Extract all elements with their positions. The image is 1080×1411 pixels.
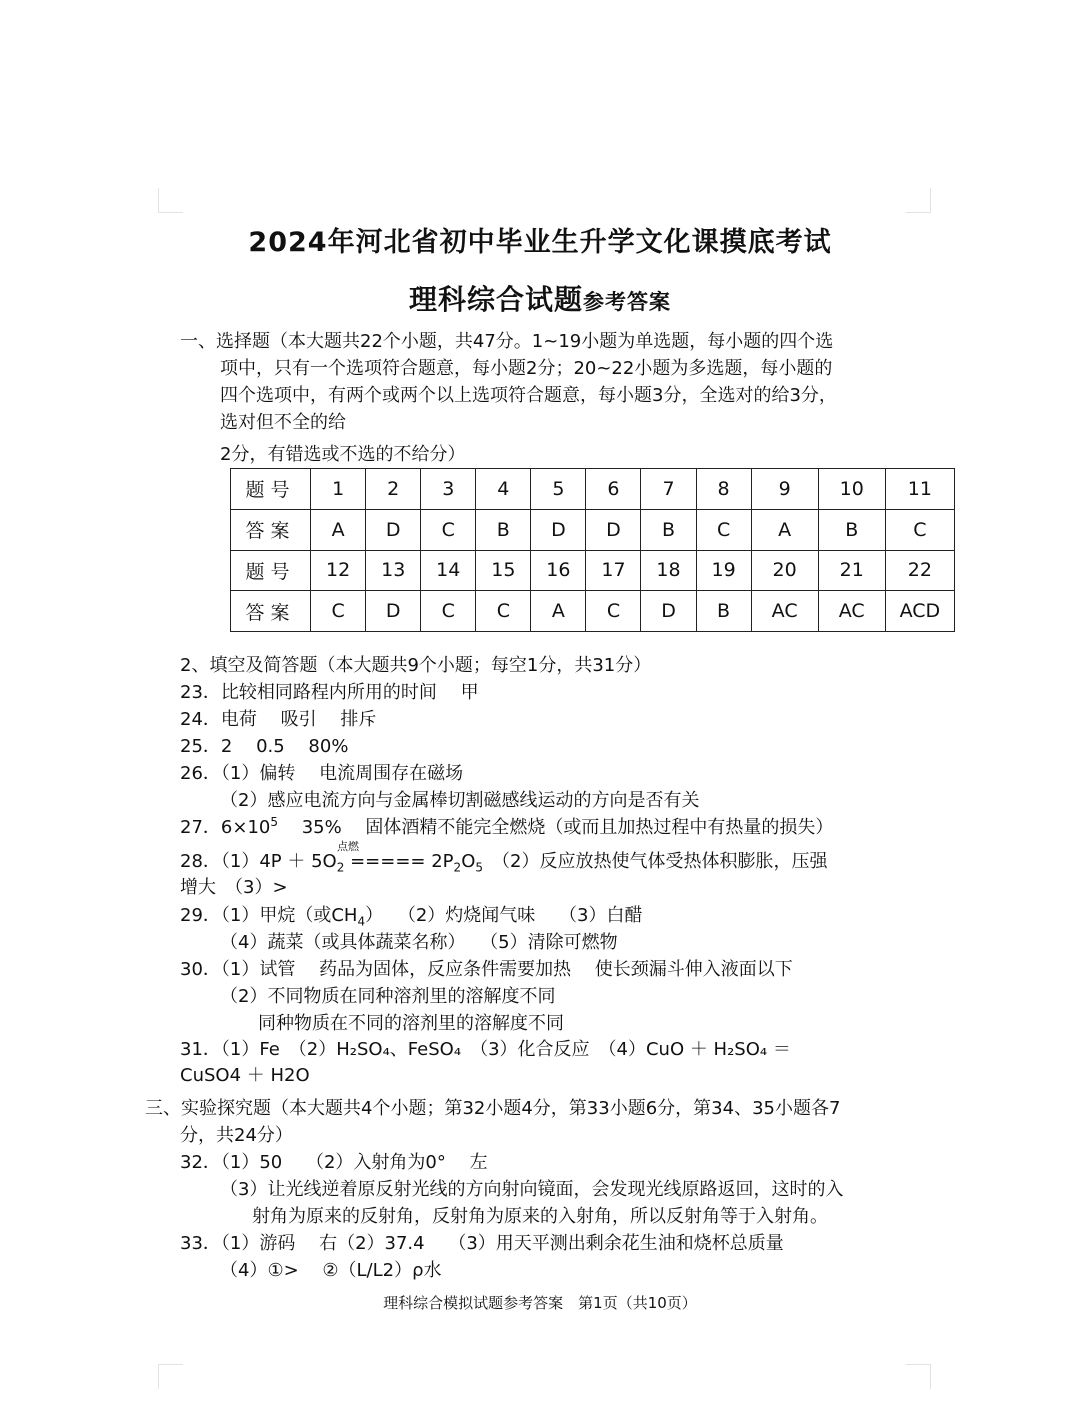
answer-29-b: ） （2）灼烧闻气味 （3）白醋 bbox=[365, 905, 643, 926]
section1-line2: 项中，只有一个选项符合题意，每小题2分；20~22小题为多选题，每小题的 bbox=[220, 358, 833, 379]
section1-line4: 选对但不全的给 bbox=[220, 412, 346, 433]
cell-answer: A bbox=[751, 509, 818, 550]
table-row bbox=[231, 591, 955, 632]
cell-question: 8 bbox=[696, 469, 751, 510]
subscript: 2 bbox=[453, 860, 462, 875]
cell-answer: C bbox=[311, 591, 366, 632]
cell-question: 18 bbox=[641, 550, 696, 591]
answer-33-part2: （4）①> ②（L/L2）ρ水 bbox=[220, 1260, 442, 1281]
cell-answer: AC bbox=[818, 591, 885, 632]
cell-question: 21 bbox=[818, 550, 885, 591]
section1-line5: 2分，有错选或不选的不给分） bbox=[220, 444, 466, 465]
section2-heading: 2、填空及简答题（本大题共9个小题；每空1分，共31分） bbox=[180, 655, 652, 676]
subscript: 5 bbox=[475, 860, 483, 875]
cell-question: 9 bbox=[751, 469, 818, 510]
answer-26-part2: （2）感应电流方向与金属棒切割磁感线运动的方向是否有关 bbox=[220, 790, 700, 811]
cell-question: 22 bbox=[885, 550, 954, 591]
subtitle-main: 理科综合试题 bbox=[408, 283, 583, 316]
cell-answer: B bbox=[696, 591, 751, 632]
cell-question: 4 bbox=[476, 469, 531, 510]
cell-question: 15 bbox=[476, 550, 531, 591]
crop-mark bbox=[906, 188, 931, 213]
answer-28-part2: 增大 （3）> bbox=[180, 877, 288, 898]
cell-answer: B bbox=[818, 509, 885, 550]
answer-30-part2: （2）不同物质在同种溶剂里的溶解度不同 bbox=[220, 986, 556, 1007]
cell-answer: B bbox=[476, 509, 531, 550]
cell-question: 16 bbox=[531, 550, 586, 591]
answer-28-part1 bbox=[180, 850, 827, 874]
page-footer: 理科综合模拟试题参考答案 第1页（共10页） bbox=[383, 1294, 697, 1312]
table-row bbox=[231, 550, 955, 591]
cell-answer: D bbox=[641, 591, 696, 632]
answer-33-part1: 33．（1）游码 右（2）37.4 （3）用天平测出剩余花生油和烧杯总质量 bbox=[180, 1233, 784, 1254]
cell-question: 17 bbox=[586, 550, 641, 591]
subscript: 4 bbox=[357, 914, 366, 929]
cell-answer: A bbox=[311, 509, 366, 550]
cell-question: 5 bbox=[531, 469, 586, 510]
row-header-question: 题号 bbox=[231, 550, 311, 591]
cell-answer: C bbox=[696, 509, 751, 550]
answer-30-part1: 30．（1）试管 药品为固体，反应条件需要加热 使长颈漏斗伸入液面以下 bbox=[180, 959, 793, 980]
answer-32-part1: 32．（1）50 （2）入射角为0° 左 bbox=[180, 1152, 488, 1173]
cell-answer: AC bbox=[751, 591, 818, 632]
table-row bbox=[231, 469, 955, 510]
equation-arrow: ===== 2P bbox=[344, 851, 454, 872]
answer-27-base: 27．6×10 bbox=[180, 817, 271, 838]
cell-answer: D bbox=[586, 509, 641, 550]
crop-mark bbox=[906, 1364, 931, 1389]
answer-28-reason: （2）反应放热使气体受热体积膨胀，压强 bbox=[483, 851, 828, 872]
section3-heading-line1: 三、实验探究题（本大题共4个小题；第32小题4分，第33小题6分，第34、35小题各7 bbox=[145, 1098, 841, 1119]
section1-line3: 四个选项中，有两个或两个以上选项符合题意，每小题3分，全选对的给3分， bbox=[220, 385, 837, 406]
answer-31-part2: CuSO4 ＋ H2O bbox=[180, 1065, 310, 1086]
cell-answer: C bbox=[421, 509, 476, 550]
row-header-question: 题号 bbox=[231, 469, 311, 510]
cell-answer: D bbox=[366, 591, 421, 632]
row-header-answer: 答案 bbox=[231, 591, 311, 632]
answer-27-exponent: 5 bbox=[270, 815, 278, 829]
equation-oxygen: O bbox=[461, 851, 476, 872]
answer-29-a: 29．（1）甲烷（或CH bbox=[180, 905, 358, 926]
answer-32-part2: （3）让光线逆着原反射光线的方向射向镜面，会发现光线原路返回，这时的入 bbox=[220, 1179, 844, 1200]
cell-question: 14 bbox=[421, 550, 476, 591]
cell-question: 12 bbox=[311, 550, 366, 591]
section3-heading-line2: 分，共24分） bbox=[180, 1125, 293, 1146]
cell-question: 1 bbox=[311, 469, 366, 510]
cell-answer: ACD bbox=[885, 591, 954, 632]
cell-question: 19 bbox=[696, 550, 751, 591]
answer-23: 23．比较相同路程内所用的时间 甲 bbox=[180, 682, 479, 703]
cell-question: 7 bbox=[641, 469, 696, 510]
row-header-answer: 答案 bbox=[231, 509, 311, 550]
cell-answer: C bbox=[885, 509, 954, 550]
exam-title: 2024年河北省初中毕业生升学文化课摸底考试 bbox=[248, 227, 832, 258]
cell-answer: B bbox=[641, 509, 696, 550]
cell-question: 20 bbox=[751, 550, 818, 591]
cell-question: 6 bbox=[586, 469, 641, 510]
reaction-condition: 点燃 bbox=[337, 840, 359, 853]
cell-question: 2 bbox=[366, 469, 421, 510]
crop-mark bbox=[158, 1364, 183, 1389]
subscript: 2 bbox=[336, 860, 345, 875]
answer-26-part1: 26．（1）偏转 电流周围存在磁场 bbox=[180, 763, 464, 784]
answer-27 bbox=[180, 816, 833, 840]
answer-29-part2: （4）蔬菜（或具体蔬菜名称） （5）清除可燃物 bbox=[220, 932, 618, 953]
equation-left: 28．（1）4P ＋ 5O bbox=[180, 851, 337, 872]
cell-answer: C bbox=[586, 591, 641, 632]
cell-question: 13 bbox=[366, 550, 421, 591]
answer-31-part1: 31．（1）Fe （2）H₂SO₄、FeSO₄ （3）化合反应 （4）CuO ＋ H₂SO₄ ＝ bbox=[180, 1039, 791, 1060]
answer-24: 24．电荷 吸引 排斥 bbox=[180, 709, 377, 730]
answer-27-rest: 35% 固体酒精不能完全燃烧（或而且加热过程中有热量的损失） bbox=[277, 817, 834, 838]
cell-answer: A bbox=[531, 591, 586, 632]
cell-answer: D bbox=[366, 509, 421, 550]
table-row bbox=[231, 509, 955, 550]
cell-question: 10 bbox=[818, 469, 885, 510]
crop-mark bbox=[158, 188, 183, 213]
section1-line1: 一、选择题（本大题共22个小题，共47分。1~19小题为单选题，每小题的四个选 bbox=[180, 331, 834, 352]
cell-answer: C bbox=[421, 591, 476, 632]
answer-32-part3: 射角为原来的反射角，反射角为原来的入射角，所以反射角等于入射角。 bbox=[252, 1206, 828, 1227]
subtitle-suffix: 参考答案 bbox=[583, 290, 671, 314]
answer-29-part1 bbox=[180, 904, 642, 928]
cell-question: 3 bbox=[421, 469, 476, 510]
answer-table bbox=[230, 468, 955, 632]
cell-answer: D bbox=[531, 509, 586, 550]
exam-subtitle bbox=[0, 278, 1080, 318]
cell-answer: C bbox=[476, 591, 531, 632]
answer-30-part3: 同种物质在不同的溶剂里的溶解度不同 bbox=[258, 1013, 564, 1034]
answer-25: 25．2 0.5 80% bbox=[180, 736, 349, 757]
cell-question: 11 bbox=[885, 469, 954, 510]
